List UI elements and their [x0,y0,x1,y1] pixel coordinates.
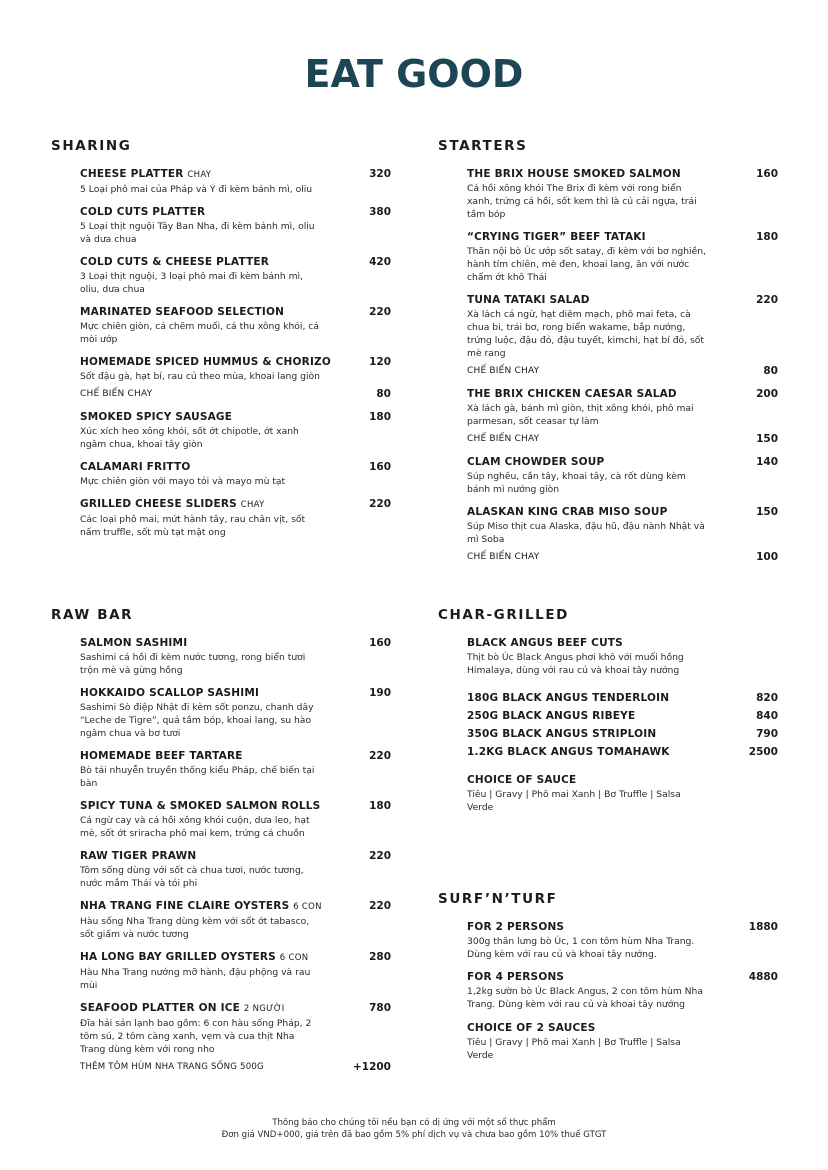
item-description: Sashimi cá hồi đi kèm nước tương, rong biển tươi trộn mè và gừng hồng [80,652,306,676]
item-price: 180 [369,411,391,423]
item-price: 780 [369,1002,391,1014]
item-name [80,686,259,700]
item-price: 280 [369,951,391,963]
section-raw-bar [51,607,391,1083]
item-price: 140 [756,456,778,468]
cut-row [467,709,778,723]
item-header [467,387,778,401]
item-name [80,849,196,863]
menu-item [467,167,778,221]
menu-item [80,167,391,196]
item-name-text: CALAMARI FRITTO [80,461,191,473]
section-char-grilled [438,607,778,823]
item-price: 190 [369,687,391,699]
item-price: 160 [369,637,391,649]
item-name [80,305,284,319]
item-header [80,849,391,863]
menu-item [80,255,391,296]
item-header [80,799,391,813]
item-description: Súp Miso thịt cua Alaska, đậu hũ, đậu nành Nhật và mì Soba [467,521,705,545]
item-variant [467,551,778,564]
item-name [467,293,590,307]
item-price: 220 [756,294,778,306]
variant-label: CHẾ BIẾN CHAY [467,552,540,562]
section-surf-turf [438,891,778,1071]
sharing-items [51,167,391,539]
menu-item-sauce [467,1021,778,1062]
item-header [467,167,778,181]
item-name-text: FOR 2 PERSONS [467,921,565,933]
menu-item [80,410,391,451]
item-name-text: MARINATED SEAFOOD SELECTION [80,306,285,318]
cut-name: 180G BLACK ANGUS TENDERLOIN [467,692,670,704]
item-description: 3 Loại thịt nguội, 3 loại phô mai đi kèm bánh mì, oliu, dưa chua [80,271,304,295]
item-description: 5 Loại phô mai của Pháp và Ý đi kèm bánh mì, oliu [80,184,313,195]
menu-item [80,749,391,790]
item-name-text: HA LONG BAY GRILLED OYSTERS [80,951,276,963]
variant-price: 100 [756,551,778,563]
item-name [80,1001,285,1016]
item-description: Xúc xích heo xông khói, sốt ớt chipotle, ớt xanh ngâm chua, khoai tây giòn [80,426,299,450]
menu-item [80,899,391,941]
item-name-text: ALASKAN KING CRAB MISO SOUP [467,506,668,518]
item-header [80,410,391,424]
menu-item [80,460,391,488]
item-header [80,749,391,763]
item-name [80,410,232,424]
menu-item [80,497,391,539]
section-title: RAW BAR [51,607,134,623]
menu-item [80,355,391,401]
item-price: 120 [369,356,391,368]
cut-row [467,727,778,741]
variant-price: 80 [376,388,391,400]
footer [0,1117,828,1141]
cut-price: 790 [756,728,778,740]
variant-label: CHẾ BIẾN CHAY [467,434,540,444]
item-description: Sashimi Sò điệp Nhật đi kèm sốt ponzu, chanh dây “Leche de Tigre”, quả tầm bóp, khoai lang, su hào ngâm chua và bơ tươi [80,702,314,739]
raw-bar-items [51,636,391,1074]
item-name [80,460,191,474]
item-price: 150 [756,506,778,518]
item-price: 180 [369,800,391,812]
item-name [467,387,677,401]
item-name-text: TUNA TATAKI SALAD [467,294,590,306]
cut-price: 820 [756,692,778,704]
item-header [467,293,778,307]
item-description: Tôm sống dùng với sốt cà chua tươi, nước tương, nước mắm Thái và tỏi phi [80,865,304,889]
item-price: 200 [756,388,778,400]
item-name [80,167,211,182]
item-header [80,636,391,650]
item-description: Hàu Nha Trang nướng mỡ hành, đậu phộng và rau mùi [80,967,311,991]
item-price: 160 [369,461,391,473]
menu-item [80,799,391,840]
item-header [467,970,778,984]
section-title: STARTERS [438,138,528,154]
item-price: 220 [369,900,391,912]
item-description: Mực chiên giòn với mayo tỏi và mayo mù tạt [80,476,286,487]
cut-name: 1.2KG BLACK ANGUS TOMAHAWK [467,746,670,758]
cut-price: 2500 [748,746,778,758]
item-description: Thịt bò Úc Black Angus phơi khô với muối hồng Himalaya, dùng với rau củ và khoai tây nướng [467,652,684,676]
item-description: Xà lách gà, bánh mì giòn, thịt xông khói, phô mai parmesan, sốt ceasar tự làm [467,403,694,427]
menu-item [80,205,391,246]
menu-item [467,970,778,1011]
item-header [80,686,391,700]
item-description: 300g thăn lưng bò Úc, 1 con tôm hùm Nha Trang. Dùng kèm với rau củ và khoai tây nướng. [467,936,695,960]
item-variant [467,433,778,446]
item-name [80,355,331,369]
item-name-text: COLD CUTS & CHEESE PLATTER [80,256,270,268]
item-header [80,305,391,319]
item-name: CHOICE OF 2 SAUCES [467,1022,596,1034]
item-header [467,920,778,934]
menu-item [467,920,778,961]
item-description: Cá ngừ cay và cá hồi xông khói cuộn, dưa leo, hạt mè, sốt ớt sriracha phô mai kem, trứng cá chuồn [80,815,310,839]
item-name [80,255,269,269]
menu-item [467,387,778,446]
item-header [467,230,778,244]
variant-price: +1200 [352,1061,391,1073]
item-name-text: FOR 4 PERSONS [467,971,565,983]
item-name-text: HOMEMADE BEEF TARTARE [80,750,243,762]
item-name-text: COLD CUTS PLATTER [80,206,206,218]
item-header [80,167,391,182]
cut-row [467,691,778,705]
item-suffix: 6 CON [293,902,322,912]
item-header [467,455,778,469]
section-title: SHARING [51,138,132,154]
menu-item [80,305,391,346]
item-name-text: CLAM CHOWDER SOUP [467,456,605,468]
variant-price: 80 [763,365,778,377]
item-description: Mực chiên giòn, cá chẽm muối, cá thu xông khói, cá mòi ướp [80,321,319,345]
item-description: Bò tái nhuyễn truyền thống kiểu Pháp, chế biến tại bàn [80,765,315,789]
item-variant [467,365,778,378]
item-name [80,497,265,512]
section-starters [438,138,778,573]
menu-item-sauce [467,773,778,814]
item-name-text: GRILLED CHEESE SLIDERS [80,498,237,510]
starters-items [438,167,778,564]
item-price: 160 [756,168,778,180]
item-name: CHOICE OF SAUCE [467,774,577,786]
item-description: Các loại phô mai, mứt hành tây, rau chân vịt, sốt nấm truffle, sốt mù tạt mật ong [80,514,306,538]
section-title: SURF’N’TURF [438,891,558,907]
item-suffix: CHAY [187,170,212,180]
item-header [80,1001,391,1016]
menu-item [80,686,391,740]
menu-item [80,950,391,992]
item-price: 220 [369,850,391,862]
section-title: CHAR-GRILLED [438,607,569,623]
item-price: 4880 [748,971,778,983]
item-description: Súp nghêu, cần tây, khoai tây, cà rốt dùng kèm bánh mì nướng giòn [467,471,686,495]
menu-item [467,505,778,564]
item-name-text: RAW TIGER PRAWN [80,850,197,862]
item-description: Xà lách cá ngừ, hạt diêm mạch, phô mai feta, cà chua bi, trái bơ, rong biển wakame, bắp nướng, trứng luộc, đậu đỏ, đậu tuyết, kimchi, hạt bí đỏ, sốt mè rang [467,309,705,359]
item-name-text: NHA TRANG FINE CLAIRE OYSTERS [80,900,290,912]
item-suffix: 2 NGƯỜI [243,1004,285,1014]
item-name-text: SPICY TUNA & SMOKED SALMON ROLLS [80,800,321,812]
variant-price: 150 [756,433,778,445]
menu-item [80,1001,391,1074]
item-name-text: HOKKAIDO SCALLOP SASHIMI [80,687,260,699]
item-description: Tiêu | Gravy | Phô mai Xanh | Bơ Truffle | Salsa Verde [467,789,681,813]
variant-label: CHẾ BIẾN CHAY [80,389,153,399]
item-name-text: THE BRIX HOUSE SMOKED SALMON [467,168,681,180]
item-description: 5 Loại thịt nguội Tây Ban Nha, đi kèm bánh mì, oliu và dưa chua [80,221,315,245]
item-name [80,950,308,965]
item-name [80,205,205,219]
cut-name: 250G BLACK ANGUS RIBEYE [467,710,636,722]
allergy-notice: Thông báo cho chúng tôi nếu bạn có dị ứng với một số thực phẩm [272,1118,556,1128]
item-name-text: THE BRIX CHICKEN CAESAR SALAD [467,388,677,400]
menu-item-beef-cuts [467,636,778,677]
menu-item [467,230,778,284]
item-variant [80,1061,391,1074]
item-header [80,255,391,269]
item-name-text: CHEESE PLATTER [80,168,184,180]
cut-price: 840 [756,710,778,722]
price-notice: Đơn giá VND+000, giá trên đã bao gồm 5% phí dịch vụ và chưa bao gồm 10% thuế GTGT [221,1130,607,1140]
section-sharing [51,138,391,548]
item-header [80,205,391,219]
item-price: 220 [369,750,391,762]
item-description: Thăn nội bò Úc ướp sốt satay, đi kèm với bơ nghiền, hành tím chiên, mè đen, khoai lang, ăn với nước chấm ớt khô Thái [467,246,707,283]
item-description: Hàu sống Nha Trang dùng kèm với sốt ớt tabasco, sốt giấm và nước tương [80,916,310,940]
page-title: EAT GOOD [304,52,524,96]
item-name [467,230,646,244]
cut-name: 350G BLACK ANGUS STRIPLOIN [467,728,657,740]
item-price: 1880 [748,921,778,933]
item-variant [80,388,391,401]
item-description: Tiêu | Gravy | Phô mai Xanh | Bơ Truffle | Salsa Verde [467,1037,681,1061]
item-name: BLACK ANGUS BEEF CUTS [467,637,623,649]
item-header [80,355,391,369]
item-suffix: CHAY [240,500,265,510]
item-name-text: SMOKED SPICY SAUSAGE [80,411,233,423]
variant-label: THÊM TÔM HÙM NHA TRANG SỐNG 500G [80,1062,264,1072]
item-name [80,899,322,914]
item-header [467,505,778,519]
item-header [80,899,391,914]
item-name [467,970,564,984]
item-name-text: SEAFOOD PLATTER ON ICE [80,1002,240,1014]
item-name [467,455,604,469]
item-name [80,636,187,650]
item-description: Cá hồi xông khói The Brix đi kèm với rong biển xanh, trứng cá hồi, sốt kem thì là củ cải ngựa, trái tầm bóp [467,183,697,220]
item-price: 220 [369,498,391,510]
item-price: 380 [369,206,391,218]
menu-item [467,293,778,378]
item-name [467,920,564,934]
item-name-text: “CRYING TIGER” BEEF TATAKI [467,231,646,243]
item-name [467,167,681,181]
item-name [467,505,668,519]
item-header [80,950,391,965]
item-price: 420 [369,256,391,268]
item-price: 180 [756,231,778,243]
item-name-text: SALMON SASHIMI [80,637,188,649]
menu-item [80,636,391,677]
item-name [80,749,243,763]
item-description: 1,2kg sườn bò Úc Black Angus, 2 con tôm hùm Nha Trang. Dùng kèm với rau củ và khoai tây nướng [467,986,704,1010]
menu-item [80,849,391,890]
item-suffix: 6 CON [279,953,309,963]
menu-item [467,455,778,496]
item-description: Sốt đậu gà, hạt bí, rau củ theo mùa, khoai lang giòn [80,371,320,382]
item-price: 320 [369,168,391,180]
variant-label: CHẾ BIẾN CHAY [467,366,540,376]
surf-turf-items [467,920,778,1011]
item-price: 220 [369,306,391,318]
item-name [80,799,320,813]
item-description: Đĩa hải sản lạnh bao gồm: 6 con hàu sống Pháp, 2 tôm sú, 2 tôm càng xanh, vẹm và cua thịt Nha Trang dùng kèm với rong nho [80,1018,312,1055]
cut-row [467,745,778,759]
item-header [80,497,391,512]
item-name-text: HOMEMADE SPICED HUMMUS & CHORIZO [80,356,331,368]
item-header [80,460,391,474]
